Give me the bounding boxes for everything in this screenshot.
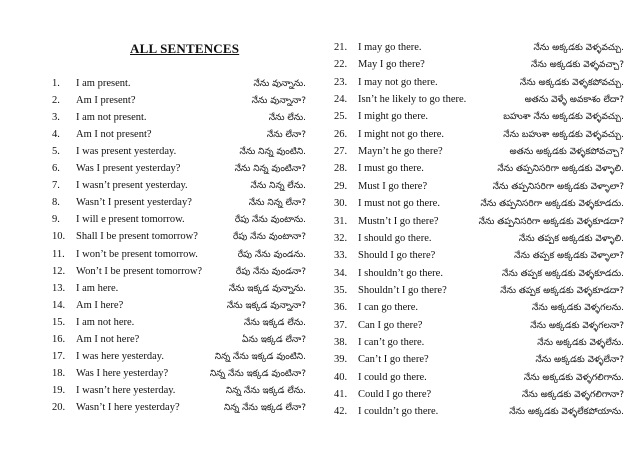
sentence-number: 17. [52,350,66,362]
english-sentence: I should go there. [358,232,432,244]
sentence-number: 19. [52,384,66,396]
telugu-translation: నిన్న నేను ఇక్కడ వుంటినా? [209,368,306,379]
sentence-number: 31. [334,215,348,227]
telugu-translation: నేను తప్పక అక్కడకు వెళ్ళాలి. [518,233,624,244]
english-sentence: Am I not present? [76,129,152,141]
sentence-row [0,298,320,314]
sentence-row [320,40,638,56]
sentence-row [0,144,320,160]
telugu-translation: నేను అక్కడకు వెళ్ళగలిగాను. [523,372,624,383]
sentence-number: 12. [52,265,66,277]
telugu-translation: నేను వున్నాను. [253,79,306,89]
telugu-translation: నేను తప్పక అక్కడకు వెళ్ళాలా? [514,251,624,262]
english-sentence: I wasn’t present yesterday. [76,180,188,192]
telugu-translation: నేను తప్పనిసరిగా అక్కడకు వెళ్ళకూడదు. [480,199,624,210]
english-sentence: I am present. [76,78,131,89]
telugu-translation: నేను ఇక్కడ లేను. [243,317,306,328]
telugu-translation: అతను వెళ్ళే అవకాశం లేదా? [524,95,624,106]
sentence-row [320,92,638,108]
telugu-translation: నేను నిన్న లేనా? [248,198,306,209]
sentence-row [0,195,320,211]
telugu-translation: నేను నిన్న వుంటినా? [234,164,306,175]
sentence-number: 26. [334,128,348,140]
telugu-translation: నేను తప్పనిసరిగా అక్కడకు వెళ్ళాలి. [497,164,624,175]
telugu-translation: నేను ఇక్కడ వున్నానా? [226,300,306,311]
telugu-translation: నేను అక్కడకు వెళ్ళగలిగానా? [521,390,624,400]
sentence-number: 34. [334,267,348,279]
english-sentence: Can’t I go there? [358,354,429,366]
telugu-translation: నేను అక్కడకు వెళ్ళకపోవచ్చు. [519,77,624,88]
english-sentence: I can’t go there. [358,336,425,348]
sentence-row [320,352,638,368]
english-sentence: I couldn’t go there. [358,406,439,418]
sentence-row [320,144,638,160]
sentence-row [320,231,638,247]
sentence-number: 24. [334,94,348,106]
sentence-row [0,110,320,126]
english-sentence: Wasn’t I present yesterday? [76,197,192,209]
sentence-number: 20. [52,401,66,413]
sentence-number: 36. [334,302,348,314]
sentence-number: 23. [334,76,348,88]
telugu-translation: బహుశా నేను అక్కడకు వెళ్ళవచ్చు. [503,112,624,123]
english-sentence: I may go there. [358,42,422,53]
telugu-translation: నేను తప్పక అక్కడకు వెళ్ళకూడదా? [500,285,624,296]
telugu-translation: నేను అక్కడకు వెళ్ళవచ్చు. [533,43,624,53]
sentence-number: 13. [52,282,66,294]
telugu-translation: నేను ఇక్కడ వున్నాను. [228,283,306,294]
sentence-number: 11. [52,248,65,260]
english-sentence: Shall I be present tomorrow? [76,231,198,243]
english-sentence: I am not here. [76,316,135,328]
sentence-row [320,370,638,386]
english-sentence: I was here yesterday. [76,350,164,362]
sentence-row [0,332,320,348]
sentence-row [0,315,320,331]
sentence-row [0,212,320,228]
telugu-translation: నేను తప్పనిసరిగా అక్కడకు వెళ్ళకూడదా? [478,216,624,227]
sentence-row [0,178,320,194]
sentence-number: 7. [52,180,60,192]
telugu-translation: రేపు నేను వుండను. [237,249,306,260]
telugu-translation: రేపు నేను వుంటాను. [234,215,306,226]
english-sentence: Shouldn’t I go there? [358,284,447,296]
sentence-row [320,300,638,316]
telugu-translation: నేను తప్పనిసరిగా అక్కడకు వెళ్ళాలా? [492,181,624,192]
sentence-number: 6. [52,163,60,175]
english-sentence: I wasn’t here yesterday. [76,384,176,396]
english-sentence: Wasn’t I here yesterday? [76,401,180,413]
sentence-number: 35. [334,284,348,296]
telugu-translation: నేను తప్పక అక్కడకు వెళ్ళకూడదు. [502,268,624,279]
sentence-number: 3. [52,112,60,124]
telugu-translation: నేను అక్కడకు వెళ్ళలేను. [537,337,624,348]
sentence-row [320,266,638,282]
sentence-row [320,109,638,125]
sentence-number: 15. [52,316,66,328]
sentence-row [0,383,320,399]
sentence-row [0,229,320,245]
telugu-translation: నేను బహుశా అక్కడకు వెళ్ళవచ్చు. [503,129,624,140]
english-sentence: Should I go there? [358,250,436,262]
english-sentence: I won’t be present tomorrow. [76,248,198,260]
english-sentence: Mayn’t he go there? [358,146,443,158]
english-sentence: Mustn’t I go there? [358,215,439,227]
sentence-number: 4. [52,129,60,141]
sentence-number: 42. [334,406,348,418]
sentence-number: 16. [52,333,66,345]
telugu-translation: నేను నిన్న లేను. [250,181,306,192]
sentence-number: 9. [52,214,60,226]
sentence-row [0,349,320,365]
sentence-row [320,179,638,195]
sentence-number: 2. [52,95,60,107]
english-sentence: I might not go there. [358,128,445,140]
sentence-row [0,76,320,92]
english-sentence: I was present yesterday. [76,146,177,158]
sentence-number: 39. [334,354,348,366]
sentence-number: 5. [52,146,60,158]
sentence-row [320,283,638,299]
telugu-translation: నిన్న నేను ఇక్కడ లేనా? [223,402,306,413]
english-sentence: Can I go there? [358,319,423,331]
sentence-number: 22. [334,59,348,71]
sentence-row [320,248,638,264]
sentence-row [320,161,638,177]
english-sentence: I can go there. [358,302,419,314]
english-sentence: I will e present tomorrow. [76,214,185,226]
sentence-row [0,400,320,416]
sentence-number: 33. [334,250,348,262]
sentence-row [0,281,320,297]
english-sentence: I may not go there. [358,76,438,88]
telugu-translation: నేను వున్నానా? [251,96,306,107]
sentence-row [320,318,638,334]
sentence-row [320,335,638,351]
page-title: ALL SENTENCES [130,41,240,56]
sentence-row [0,264,320,280]
sentence-row [320,57,638,73]
sentence-number: 28. [334,163,348,175]
sentence-number: 14. [52,299,66,311]
sentence-number: 30. [334,198,348,210]
sentence-row [320,196,638,212]
sentence-number: 8. [52,197,60,209]
sentence-number: 41. [334,389,348,400]
telugu-translation: నేను అక్కడకు వెళ్ళవచ్చా? [531,60,624,71]
sentence-row [320,387,638,403]
sentence-row [320,404,638,420]
sentence-row [0,161,320,177]
telugu-translation: నేను అక్కడకు వెళ్ళగలను. [532,303,624,314]
english-sentence: Won’t I be present tomorrow? [76,265,203,277]
english-sentence: I shouldn’t go there. [358,267,443,279]
sentence-number: 40. [334,371,348,383]
sentence-number: 37. [334,319,348,331]
english-sentence: Must I go there? [358,180,428,192]
telugu-translation: ఏను ఇక్కడ లేనా? [242,334,306,345]
english-sentence: Was I here yesterday? [76,367,169,379]
sentence-row [0,247,320,263]
sentence-row [0,127,320,143]
sentence-number: 25. [334,111,348,123]
english-sentence: I am here. [76,282,119,294]
telugu-translation: నేను లేనా? [266,130,306,141]
sentence-number: 1. [52,78,60,89]
english-sentence: Am I present? [76,95,136,107]
sentence-row [0,366,320,382]
english-sentence: Was I present yesterday? [76,163,181,175]
sentence-row [320,127,638,143]
english-sentence: Am I here? [76,299,124,311]
telugu-translation: నేను నిన్న వుంటిని. [239,147,306,158]
english-sentence: I might go there. [358,111,428,123]
telugu-translation: నేను అక్కడకు వెళ్ళగలనా? [530,320,624,331]
sentence-number: 18. [52,367,66,379]
english-sentence: Am I not here? [76,333,140,345]
english-sentence: Could I go there? [358,389,432,400]
sentence-number: 10. [52,231,66,243]
telugu-translation: అతను అక్కడకు వెళ్ళకపోవచ్చా? [509,147,624,158]
sentence-number: 29. [334,180,348,192]
sentence-row [0,93,320,109]
telugu-translation: నేను అక్కడకు వెళ్ళలేనా? [535,355,624,366]
sentence-number: 21. [334,42,348,53]
telugu-translation: రేపు నేను వుంటానా? [232,232,306,243]
sentence-number: 27. [334,146,348,158]
english-sentence: I must not go there. [358,198,440,210]
telugu-translation: నిన్న నేను ఇక్కడ వుంటిని. [214,351,306,362]
english-sentence: I am not present. [76,112,147,124]
english-sentence: May I go there? [358,59,425,71]
sentence-row [320,75,638,91]
telugu-translation: నిన్న నేను ఇక్కడ లేను. [225,385,306,396]
sentence-number: 38. [334,336,348,348]
english-sentence: I must go there. [358,163,424,175]
telugu-translation: నేను లేను. [268,113,306,124]
sentence-number: 32. [334,232,348,244]
telugu-translation: రేపు నేను వుండనా? [235,266,306,277]
english-sentence: I could go there. [358,371,427,383]
english-sentence: Isn’t he likely to go there. [358,94,467,106]
telugu-translation: నేను అక్కడకు వెళ్ళలేకపోయాను. [509,407,624,418]
sentence-row [320,214,638,230]
